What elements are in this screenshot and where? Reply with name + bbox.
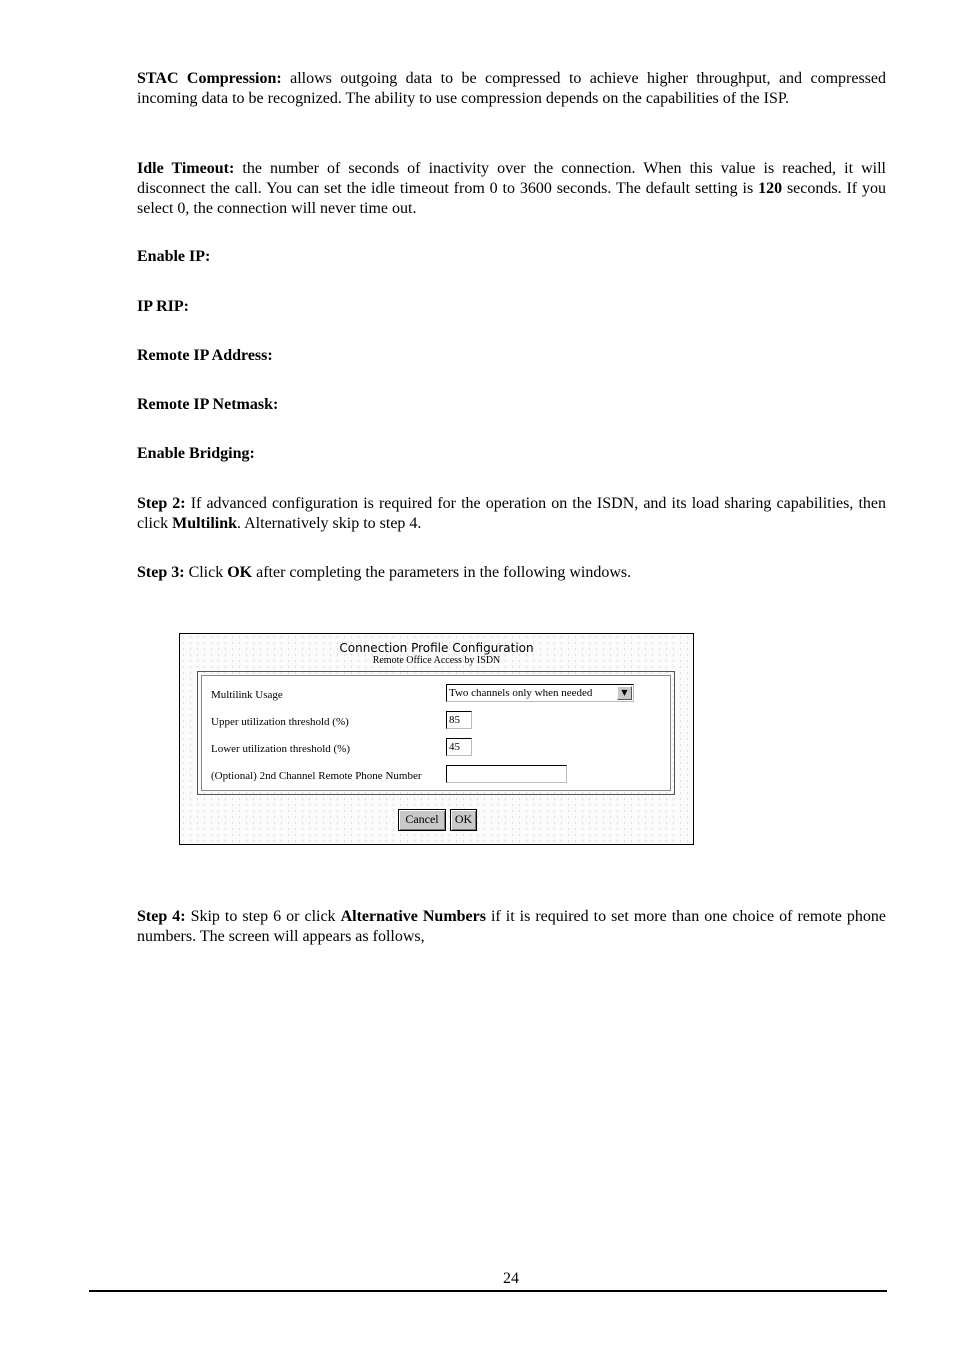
ip-rip-heading: IP RIP: [137,298,189,315]
step-4-text-2: if it is required to set more than one choice of remote phone numbers. The screen will appears as follows, [137,908,886,945]
ok-button[interactable]: OK [450,809,477,831]
step-2-text-2: . Alternatively skip to step 4. [237,515,422,532]
enable-bridging-heading: Enable Bridging: [137,445,255,462]
second-channel-phone-input[interactable] [446,765,567,783]
multilink-usage-label: Multilink Usage [211,689,283,701]
footer-rule [89,1290,887,1292]
stac-compression-text: allows outgoing data to be compressed to achieve higher throughput, and compressed incoming data to be recognized. The ability to use compression depends on the capabilities of the ISP. [137,70,886,107]
remote-ip-netmask-heading: Remote IP Netmask: [137,396,279,413]
step-3-paragraph [137,563,886,583]
step-3-text-1: Click [184,564,228,581]
upper-threshold-input[interactable]: 85 [446,711,472,729]
dialog-subtitle: Remote Office Access by ISDN [372,655,501,666]
cancel-button[interactable]: Cancel [398,809,446,831]
step-2-term: Step 2: [137,495,186,512]
idle-timeout-paragraph [137,159,886,219]
stac-compression-paragraph [137,69,886,109]
lower-threshold-label: Lower utilization threshold (%) [211,743,350,755]
ok-reference: OK [227,564,253,581]
idle-timeout-term: Idle Timeout: [137,160,235,177]
idle-timeout-text-2: seconds. If you select 0, the connection will never time out. [137,180,887,217]
step-3-term: Step 3: [137,564,185,581]
page-number: 24 [503,1270,519,1287]
step-4-term: Step 4: [137,908,186,925]
step-4-paragraph [137,907,886,947]
upper-threshold-label: Upper utilization threshold (%) [211,716,349,728]
alternative-numbers-reference: Alternative Numbers [340,908,486,925]
multilink-usage-select[interactable] [446,684,634,702]
enable-ip-heading: Enable IP: [137,248,211,265]
step-3-text-2: after completing the parameters in the following windows. [252,564,632,581]
dialog-title: Connection Profile Configuration [339,641,534,655]
remote-ip-address-heading: Remote IP Address: [137,347,273,364]
step-2-paragraph [137,494,886,534]
lower-threshold-input[interactable]: 45 [446,738,472,756]
multilink-settings-panel [201,675,671,791]
step-2-text-1: If advanced configuration is required for the operation on the ISDN, and its load sharing capabilities, then click [137,495,886,532]
idle-timeout-text-1: the number of seconds of inactivity over the connection. When this value is reached, it will disconnect the call. You can set the idle timeout from 0 to 3600 seconds. The default setting is [137,160,886,197]
multilink-usage-value: Two channels only when needed [449,687,593,699]
multilink-reference: Multilink [172,515,237,532]
stac-compression-term: STAC Compression: [137,70,282,87]
second-channel-label: (Optional) 2nd Channel Remote Phone Number [211,770,422,782]
multilink-settings-group [197,671,675,795]
chevron-down-icon[interactable]: ▼ [617,686,632,700]
idle-timeout-default-value: 120 [758,180,783,197]
connection-profile-dialog [179,633,694,845]
step-4-text-1: Skip to step 6 or click [185,908,341,925]
